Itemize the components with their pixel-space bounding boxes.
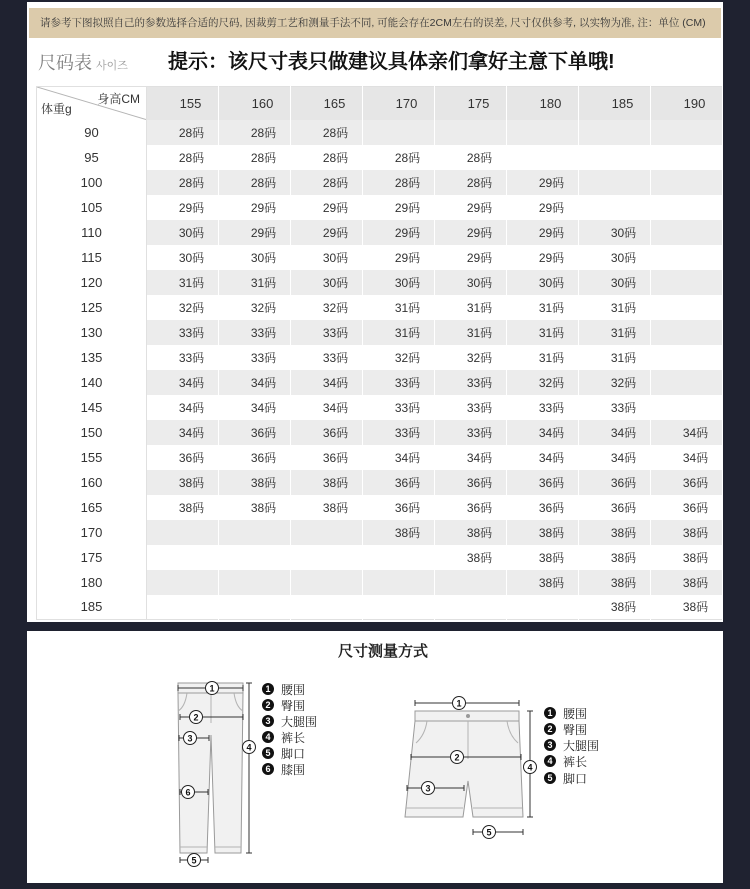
shorts-diagram: [405, 697, 537, 839]
size-cell: 33码: [219, 345, 291, 370]
size-cell: [435, 120, 507, 145]
corner-header-cell: [37, 87, 147, 120]
size-cell: [507, 120, 579, 145]
legend-item: [262, 730, 305, 744]
size-cell: 28码: [147, 145, 219, 170]
size-cell: 38码: [507, 520, 579, 545]
size-cell: 31码: [219, 270, 291, 295]
table-row: [37, 445, 723, 470]
size-cell: [363, 545, 435, 570]
size-cell: 30码: [219, 245, 291, 270]
size-cell: 32码: [507, 370, 579, 395]
size-cell: 29码: [363, 245, 435, 270]
legend-item: [262, 714, 317, 728]
size-cell: 38码: [219, 470, 291, 495]
weight-cell: 130: [37, 320, 147, 345]
size-cell: 31码: [435, 320, 507, 345]
size-cell: 34码: [363, 445, 435, 470]
weight-cell: 115: [37, 245, 147, 270]
size-cell: 30码: [579, 245, 651, 270]
size-cell: [291, 570, 363, 595]
size-cell: 33码: [291, 345, 363, 370]
shorts-marker-thigh: [422, 782, 435, 795]
size-cell: [219, 595, 291, 620]
height-header-cell: 185: [579, 87, 651, 120]
legend-item: [262, 762, 305, 776]
size-cell: 31码: [579, 295, 651, 320]
size-cell: 29码: [291, 220, 363, 245]
size-cell: 28码: [147, 170, 219, 195]
weight-cell: 185: [37, 595, 147, 620]
pants-marker-number: 4: [246, 742, 252, 753]
table-row: [37, 120, 723, 145]
size-cell: 30码: [435, 270, 507, 295]
shorts-marker-number: 5: [486, 827, 492, 838]
size-cell: [651, 270, 723, 295]
size-cell: 33码: [363, 395, 435, 420]
size-cell: 28码: [147, 120, 219, 145]
size-cell: 33码: [147, 345, 219, 370]
size-cell: [651, 370, 723, 395]
legend-number: 1: [262, 683, 274, 695]
legend-label: 腰围: [563, 706, 588, 721]
size-cell: 30码: [291, 245, 363, 270]
size-cell: 31码: [147, 270, 219, 295]
size-cell: 29码: [507, 170, 579, 195]
size-cell: 38码: [507, 545, 579, 570]
table-row: [37, 420, 723, 445]
height-axis-label: 身高CM: [97, 92, 140, 106]
weight-cell: 100: [37, 170, 147, 195]
legend-item: [544, 722, 587, 736]
table-row: [37, 545, 723, 570]
size-cell: [507, 595, 579, 620]
size-cell: 28码: [291, 170, 363, 195]
pants-marker-hem: [188, 854, 201, 867]
size-cell: 36码: [435, 470, 507, 495]
pants-marker-number: 3: [187, 733, 193, 744]
table-row: [37, 520, 723, 545]
shorts-marker-hem: [483, 826, 496, 839]
table-row: [37, 345, 723, 370]
size-cell: 33码: [579, 395, 651, 420]
height-header-cell: 175: [435, 87, 507, 120]
size-cell: 31码: [435, 295, 507, 320]
shorts-marker-hip: [451, 751, 464, 764]
size-cell: 36码: [507, 495, 579, 520]
weight-cell: 165: [37, 495, 147, 520]
weight-cell: 90: [37, 120, 147, 145]
size-cell: 33码: [435, 370, 507, 395]
legend-label: 裤长: [281, 730, 306, 745]
height-header-cell: 170: [363, 87, 435, 120]
size-cell: [291, 595, 363, 620]
size-cell: 31码: [363, 320, 435, 345]
size-cell: 29码: [435, 220, 507, 245]
size-cell: 31码: [507, 295, 579, 320]
pants-marker-hip: [190, 711, 203, 724]
table-row: [37, 495, 723, 520]
size-cell: 30码: [363, 270, 435, 295]
size-cell: 30码: [507, 270, 579, 295]
size-cell: 34码: [507, 445, 579, 470]
measurement-diagrams: [27, 631, 723, 883]
table-row: [37, 220, 723, 245]
weight-cell: 135: [37, 345, 147, 370]
size-cell: [291, 545, 363, 570]
weight-cell: 145: [37, 395, 147, 420]
size-cell: 38码: [579, 570, 651, 595]
size-cell: 38码: [651, 520, 723, 545]
size-cell: 38码: [579, 520, 651, 545]
table-row: [37, 145, 723, 170]
size-cell: 36码: [363, 470, 435, 495]
pants-marker-number: 5: [191, 855, 197, 866]
size-cell: 33码: [147, 320, 219, 345]
legend-number: 6: [262, 763, 274, 775]
weight-cell: 170: [37, 520, 147, 545]
weight-cell: 95: [37, 145, 147, 170]
shorts-marker-number: 4: [527, 762, 533, 773]
size-chart-title-korean: 사이즈: [96, 60, 128, 72]
size-chart-title: [38, 51, 128, 78]
legend-label: 脚口: [281, 746, 306, 761]
size-cell: 28码: [291, 120, 363, 145]
size-cell: [579, 170, 651, 195]
size-cell: 36码: [579, 495, 651, 520]
size-cell: 34码: [219, 370, 291, 395]
size-cell: [579, 145, 651, 170]
pants-marker-length: [243, 741, 256, 754]
size-cell: 31码: [579, 345, 651, 370]
size-cell: [651, 145, 723, 170]
size-cell: 30码: [147, 220, 219, 245]
size-cell: 32码: [579, 370, 651, 395]
height-header-cell: 190: [651, 87, 723, 120]
table-row: [37, 570, 723, 595]
size-cell: [651, 170, 723, 195]
size-cell: 30码: [579, 220, 651, 245]
table-row: [37, 395, 723, 420]
size-cell: 31码: [579, 320, 651, 345]
size-cell: [579, 120, 651, 145]
size-chart-panel: [27, 2, 723, 622]
size-cell: 34码: [219, 395, 291, 420]
size-cell: [651, 220, 723, 245]
size-cell: 28码: [435, 145, 507, 170]
size-cell: 31码: [363, 295, 435, 320]
size-cell: 33码: [435, 395, 507, 420]
table-row: [37, 170, 723, 195]
shorts-marker-waist: [453, 697, 466, 710]
size-cell: 36码: [579, 470, 651, 495]
size-cell: [147, 545, 219, 570]
legend-number: 4: [544, 755, 556, 767]
size-cell: 28码: [219, 120, 291, 145]
size-table: [36, 86, 723, 620]
size-cell: 33码: [363, 420, 435, 445]
size-cell: 34码: [651, 445, 723, 470]
size-cell: 34码: [147, 420, 219, 445]
height-header-cell: 155: [147, 87, 219, 120]
size-cell: 34码: [507, 420, 579, 445]
size-cell: 33码: [507, 395, 579, 420]
size-cell: 38码: [579, 595, 651, 620]
legend-label: 大腿围: [563, 738, 600, 753]
pants-marker-number: 1: [209, 683, 215, 694]
size-cell: 29码: [435, 195, 507, 220]
size-cell: 28码: [219, 170, 291, 195]
table-row: [37, 245, 723, 270]
size-cell: 29码: [507, 245, 579, 270]
size-cell: 31码: [507, 345, 579, 370]
table-row: [37, 470, 723, 495]
weight-cell: 155: [37, 445, 147, 470]
size-cell: [651, 295, 723, 320]
size-cell: [219, 545, 291, 570]
measurement-title: 尺寸测量方式: [337, 643, 428, 660]
size-cell: 29码: [147, 195, 219, 220]
size-cell: [651, 320, 723, 345]
table-row: [37, 270, 723, 295]
weight-cell: 160: [37, 470, 147, 495]
weight-cell: 175: [37, 545, 147, 570]
shorts-marker-number: 2: [454, 752, 460, 763]
size-cell: 29码: [435, 245, 507, 270]
size-cell: 38码: [291, 495, 363, 520]
size-cell: 38码: [651, 570, 723, 595]
size-cell: 38码: [291, 470, 363, 495]
table-body: [37, 120, 723, 620]
size-cell: 28码: [291, 145, 363, 170]
size-cell: [651, 245, 723, 270]
size-cell: 33码: [291, 320, 363, 345]
size-cell: [507, 145, 579, 170]
size-cell: 29码: [363, 220, 435, 245]
size-cell: 38码: [219, 495, 291, 520]
size-cell: 36码: [363, 495, 435, 520]
pants-marker-number: 6: [185, 787, 191, 798]
size-cell: 28码: [363, 170, 435, 195]
size-cell: 34码: [435, 445, 507, 470]
size-cell: [147, 570, 219, 595]
legend-item: [544, 754, 587, 768]
size-cell: 33码: [435, 420, 507, 445]
size-cell: 30码: [291, 270, 363, 295]
legend-item: [544, 706, 587, 720]
legend-label: 大腿围: [281, 714, 318, 729]
size-cell: 34码: [651, 420, 723, 445]
table-row: [37, 295, 723, 320]
weight-cell: 140: [37, 370, 147, 395]
size-cell: 29码: [291, 195, 363, 220]
size-cell: 36码: [435, 495, 507, 520]
legend-label: 臀围: [281, 698, 306, 713]
pants-diagram: [178, 682, 256, 867]
legend-number: 3: [544, 739, 556, 751]
pants-marker-waist: [206, 682, 219, 695]
size-cell: 38码: [579, 545, 651, 570]
legend-number: 5: [544, 772, 556, 784]
size-tip: 提示：该尺寸表只做建议具体亲们拿好主意下单哦!: [168, 51, 615, 73]
size-cell: [651, 345, 723, 370]
legend-label: 裤长: [563, 754, 588, 769]
pants-marker-thigh: [184, 732, 197, 745]
size-cell: 34码: [291, 370, 363, 395]
legend-item: [544, 771, 587, 785]
size-cell: 32码: [147, 295, 219, 320]
size-cell: 31码: [507, 320, 579, 345]
size-cell: [651, 395, 723, 420]
notice-banner: [29, 8, 721, 38]
notice-banner-text: 请参考下图拟照自己的参数选择合适的尺码, 因裁剪工艺和测量手法不同, 可能会存在2CM左右的误差, 尺寸仅供参考, 以实物为准, 注：单位 (CM): [40, 17, 706, 29]
legend-number: 5: [262, 747, 274, 759]
shorts-marker-number: 3: [425, 783, 431, 794]
size-cell: 28码: [219, 145, 291, 170]
weight-cell: 120: [37, 270, 147, 295]
weight-cell: 125: [37, 295, 147, 320]
legend-number: 3: [262, 715, 274, 727]
table-row: [37, 320, 723, 345]
shorts-marker-length: [524, 761, 537, 774]
size-cell: 38码: [147, 495, 219, 520]
size-cell: 36码: [651, 495, 723, 520]
size-chart-title-text: 尺码表: [38, 53, 92, 73]
legend-number: 4: [262, 731, 274, 743]
legend-label: 脚口: [563, 771, 588, 786]
size-cell: [363, 120, 435, 145]
size-cell: 28码: [363, 145, 435, 170]
size-cell: 32码: [363, 345, 435, 370]
pants-marker-number: 2: [193, 712, 199, 723]
size-cell: 38码: [507, 570, 579, 595]
size-cell: 38码: [651, 545, 723, 570]
shorts-marker-number: 1: [456, 698, 462, 709]
size-cell: 34码: [147, 395, 219, 420]
size-cell: 29码: [219, 220, 291, 245]
size-cell: 32码: [435, 345, 507, 370]
legend-label: 臀围: [563, 722, 588, 737]
size-cell: 34码: [579, 445, 651, 470]
weight-cell: 105: [37, 195, 147, 220]
size-cell: 29码: [219, 195, 291, 220]
table-header: [37, 87, 723, 120]
shorts-button: [466, 714, 470, 718]
size-cell: [435, 570, 507, 595]
size-cell: 36码: [507, 470, 579, 495]
size-cell: [291, 520, 363, 545]
size-cell: 38码: [435, 545, 507, 570]
size-cell: [651, 120, 723, 145]
table-row: [37, 370, 723, 395]
weight-axis-label: 体重g: [41, 101, 72, 116]
size-cell: 38码: [435, 520, 507, 545]
size-cell: 28码: [435, 170, 507, 195]
legend-item: [544, 738, 599, 752]
legend-item: [262, 682, 305, 696]
size-cell: 38码: [363, 520, 435, 545]
weight-cell: 180: [37, 570, 147, 595]
size-cell: 30码: [147, 245, 219, 270]
legend-number: 1: [544, 707, 556, 719]
legend-item: [262, 746, 305, 760]
size-cell: 36码: [291, 420, 363, 445]
legend-number: 2: [544, 723, 556, 735]
size-cell: [435, 595, 507, 620]
size-cell: 33码: [219, 320, 291, 345]
table-row: [37, 195, 723, 220]
size-cell: 34码: [147, 370, 219, 395]
height-header-cell: 165: [291, 87, 363, 120]
size-cell: [219, 520, 291, 545]
size-cell: 30码: [579, 270, 651, 295]
height-header-cell: 160: [219, 87, 291, 120]
legend-label: 腰围: [281, 682, 306, 697]
weight-cell: 150: [37, 420, 147, 445]
weight-cell: 110: [37, 220, 147, 245]
size-cell: [363, 595, 435, 620]
size-cell: 36码: [147, 445, 219, 470]
size-cell: [651, 195, 723, 220]
size-cell: [579, 195, 651, 220]
size-cell: 29码: [507, 195, 579, 220]
table-row: [37, 595, 723, 620]
legend-number: 2: [262, 699, 274, 711]
size-cell: 29码: [507, 220, 579, 245]
size-cell: 32码: [219, 295, 291, 320]
size-cell: [363, 570, 435, 595]
measurement-panel: [27, 631, 723, 883]
size-cell: 36码: [219, 420, 291, 445]
size-cell: 29码: [363, 195, 435, 220]
size-cell: 38码: [147, 470, 219, 495]
size-cell: 34码: [579, 420, 651, 445]
size-cell: 36码: [651, 470, 723, 495]
legend-item: [262, 698, 305, 712]
height-header-cell: 180: [507, 87, 579, 120]
size-cell: 34码: [291, 395, 363, 420]
size-cell: [219, 570, 291, 595]
size-cell: 33码: [363, 370, 435, 395]
legend-label: 膝围: [281, 762, 306, 777]
size-cell: [147, 520, 219, 545]
size-cell: 36码: [219, 445, 291, 470]
size-cell: 32码: [291, 295, 363, 320]
pants-marker-knee: [182, 786, 195, 799]
table-header-row: [37, 87, 723, 120]
size-cell: 38码: [651, 595, 723, 620]
size-cell: [147, 595, 219, 620]
size-cell: 36码: [291, 445, 363, 470]
